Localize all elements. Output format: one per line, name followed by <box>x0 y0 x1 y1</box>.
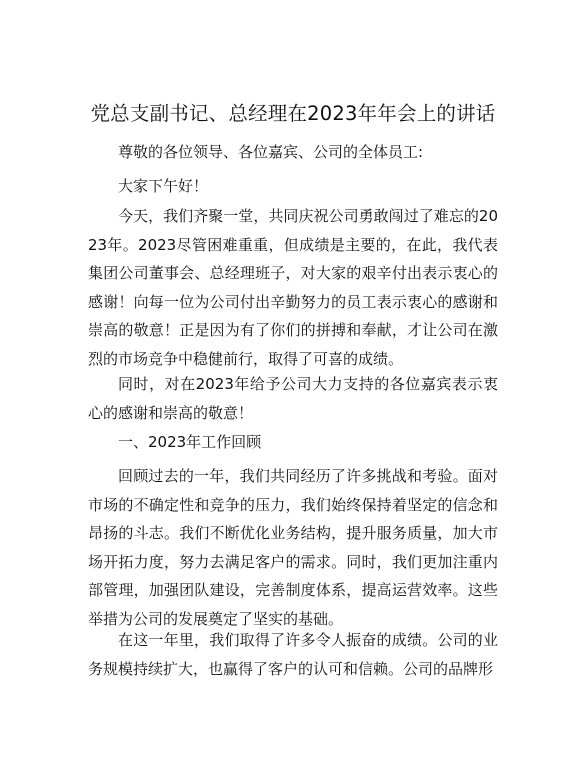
body-paragraph: 同时，对在2023年给予公司大力支持的各位嘉宾表示衷心的感谢和崇高的敬意！ <box>88 375 498 422</box>
section-heading: 一、2023年工作回顾 <box>118 433 262 451</box>
greeting-line: 尊敬的各位领导、各位嘉宾、公司的全体员工: <box>118 143 424 161</box>
section-paragraph: 回顾过去的一年，我们共同经历了许多挑战和考验。面对市场的不确定性和竞争的压力，我们始终保持着坚定的信念和昂扬的斗志。我们不断优化业务结构，提升服务质量，加大市场开拓力度，努力去满足客户的需求。同时，我们更加注重内部管理，加强团队建设，完善制度体系，提高运营效率。这些举措为公司的发展奠定了坚实的基础。 <box>88 467 498 628</box>
body-paragraph: 今天，我们齐聚一堂，共同庆祝公司勇敢闯过了难忘的2023年。2023尽管困难重重，但成绩是主要的，在此，我代表集团公司董事会、总经理班子，对大家的艰辛付出表示衷心的感谢！向每一位为公司付出辛勤努力的员工表示衷心的感谢和崇高的敬意！正是因为有了你们的拼搏和奉献，才让公司在激烈的市场竞争中稳健前行，取得了可喜的成绩。 <box>88 207 498 368</box>
salutation-line: 大家下午好！ <box>118 177 209 195</box>
section-paragraph: 在这一年里，我们取得了许多令人振奋的成绩。公司的业务规模持续扩大，也赢得了客户的认可和信赖。公司的品牌形 <box>88 631 498 678</box>
document-title: 党总支副书记、总经理在2023年年会上的讲话 <box>90 102 496 125</box>
